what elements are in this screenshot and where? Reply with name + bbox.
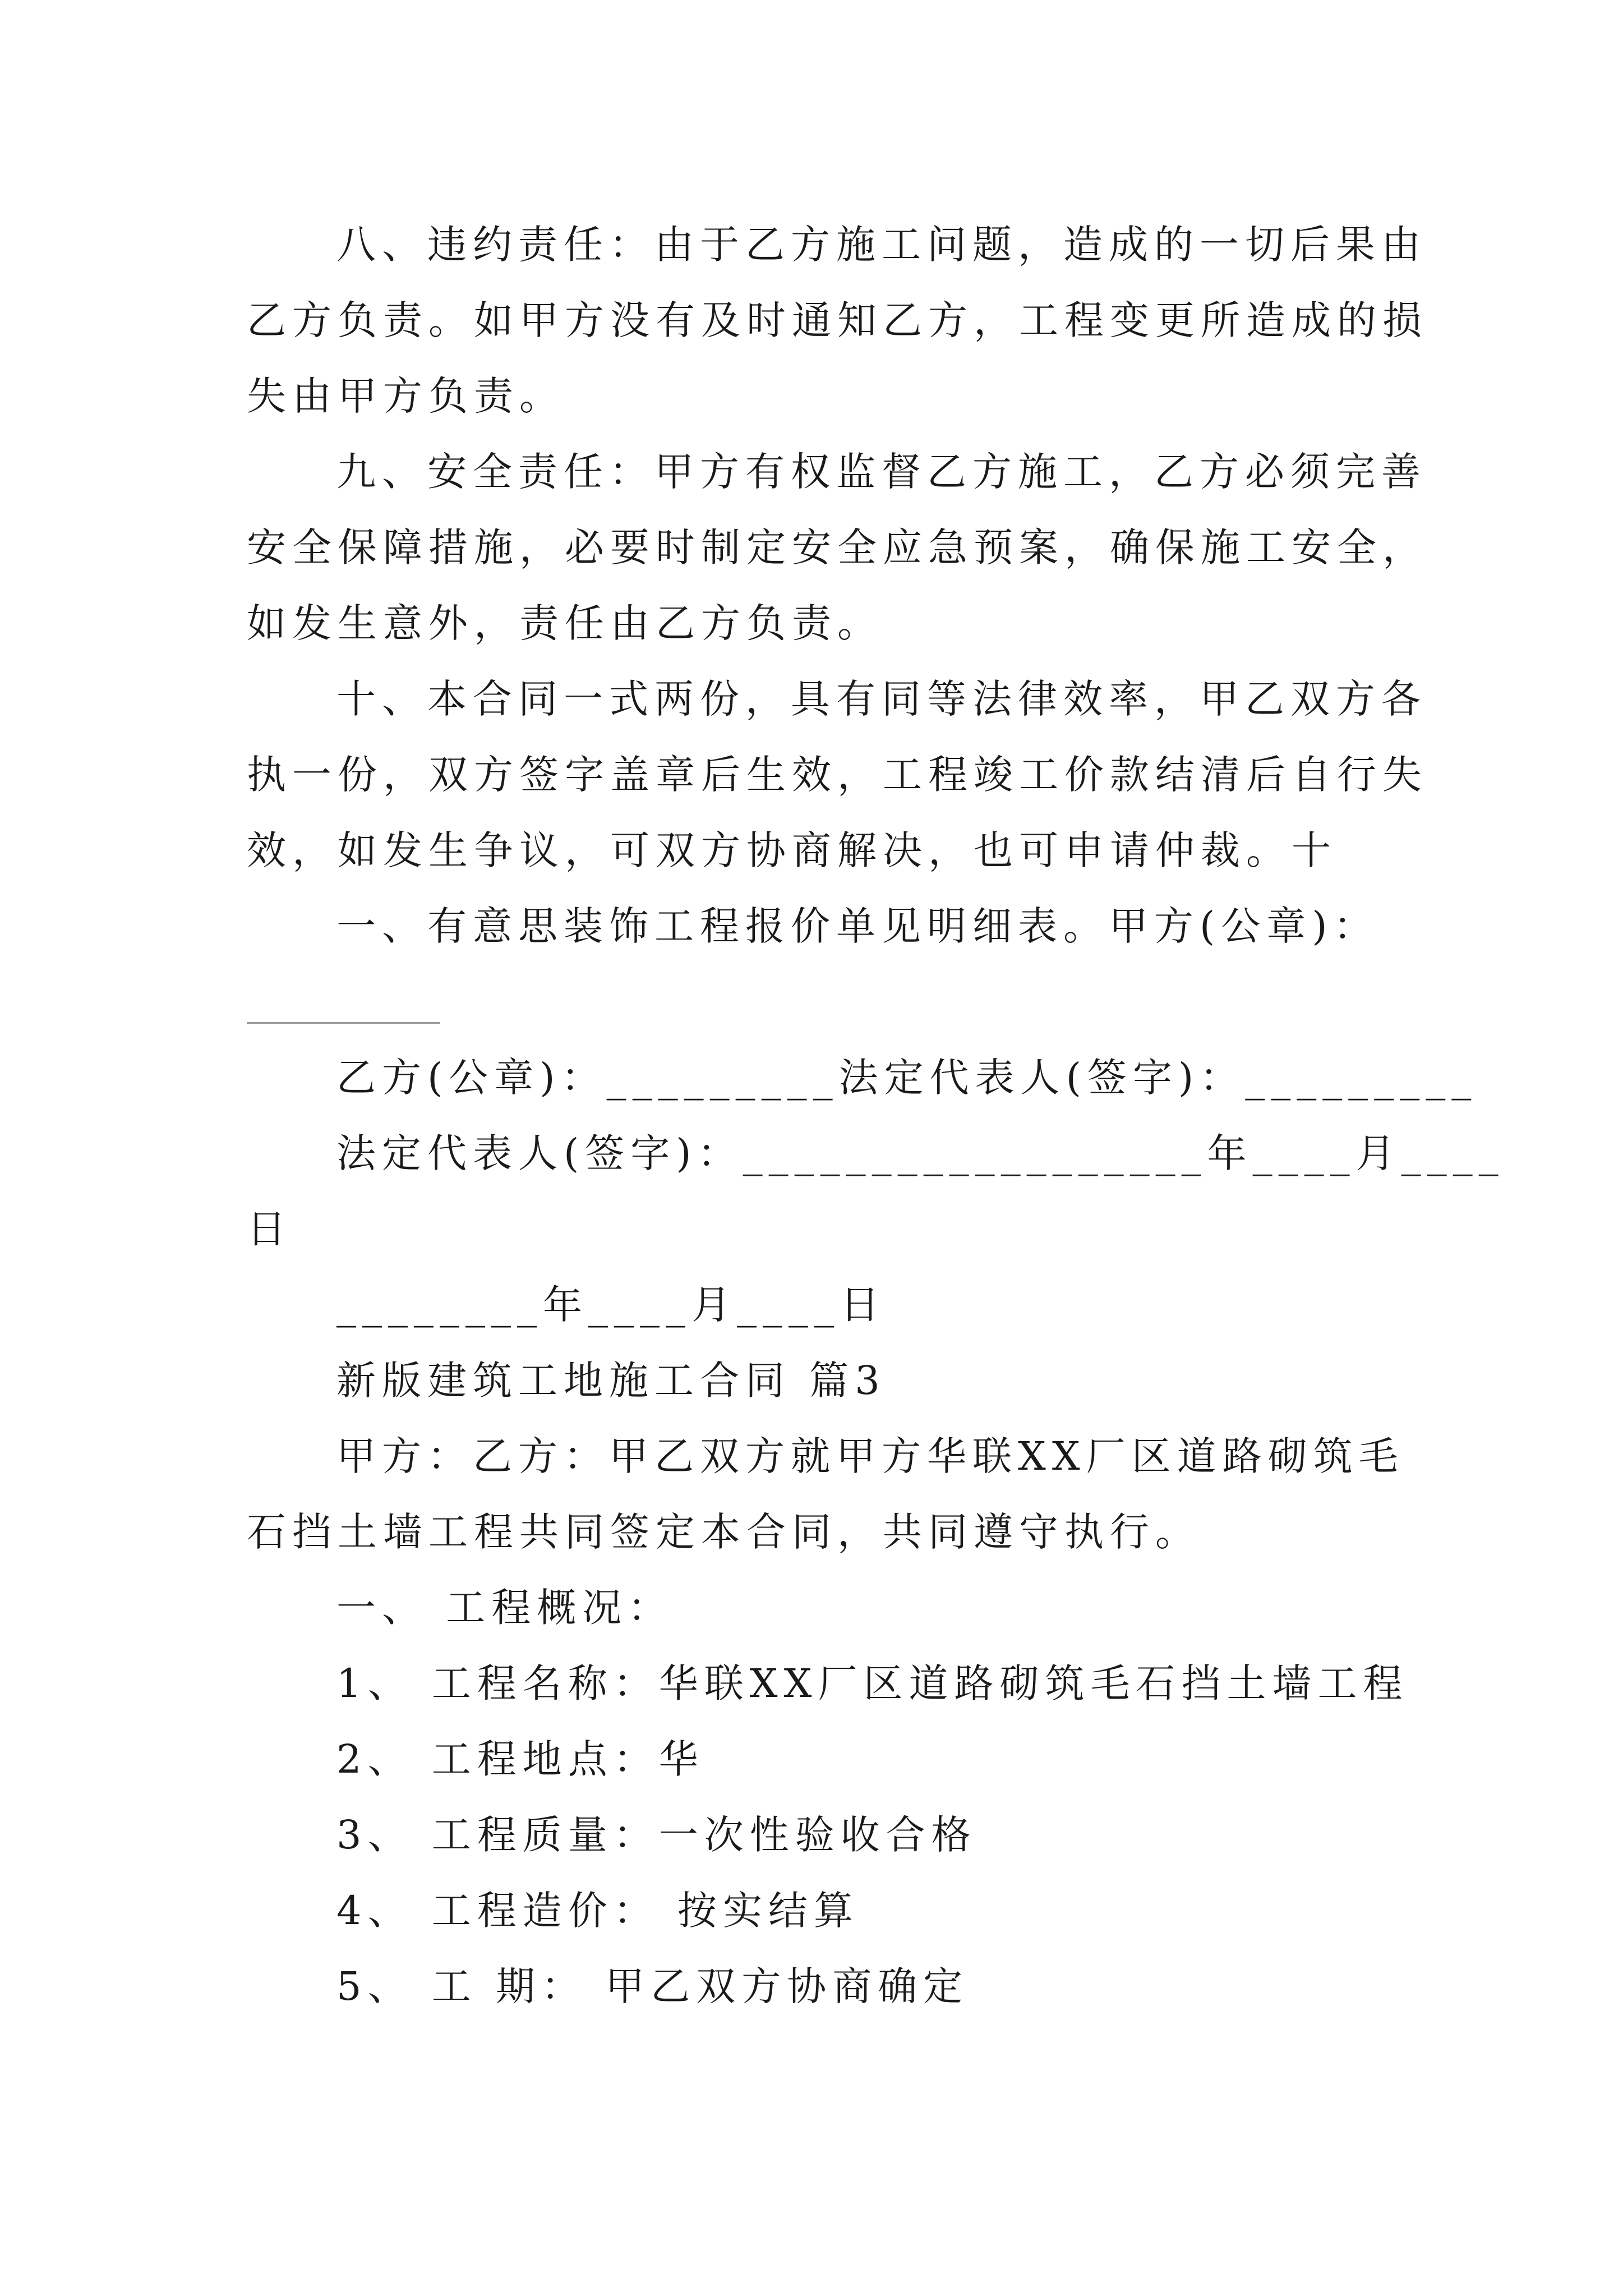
list-item: 1、 工程名称：华联XX厂区道路砌筑毛石挡土墙工程 [336,1660,1409,1706]
text-line: 失由甲方负责。 [247,373,565,419]
text-line: 如发生意外，责任由乙方负责。 [247,600,883,646]
section-heading: 新版建筑工地施工合同 篇3 [336,1358,886,1404]
text-line: ________年____月____日 [336,1282,886,1328]
list-item: 5、 工 期： 甲乙双方协商确定 [336,1963,969,2009]
text-line: 一、有意思装饰工程报价单见明细表。甲方(公章)： [336,903,1379,949]
text-line: 乙方负责。如甲方没有及时通知乙方，工程变更所造成的损 [247,297,1428,343]
text-line: 安全保障措施，必要时制定安全应急预案，确保施工安全， [247,524,1428,570]
text-line: 一、 工程概况： [336,1585,674,1631]
text-line: 乙方(公章)：_________法定代表人(签字)：_________ [336,1055,1478,1101]
text-line: 法定代表人(签字)：__________________年____月____ [336,1130,1505,1176]
text-line: 甲方：乙方：甲乙双方就甲方华联XX厂区道路砌筑毛 [336,1433,1404,1479]
text-line: 九、安全责任：甲方有权监督乙方施工，乙方必须完善 [336,449,1427,495]
text-line: 石挡土墙工程共同签定本合同，共同遵守执行。 [247,1509,1201,1555]
text-line: 日 [247,1206,292,1252]
text-line: 效，如发生争议，可双方协商解决，也可申请仲裁。十 [247,827,1337,873]
signature-blank-line [247,1022,440,1024]
text-line: 八、违约责任：由于乙方施工问题，造成的一切后果由 [336,222,1427,268]
list-item: 2、 工程地点：华 [336,1736,704,1782]
text-line: 十、本合同一式两份，具有同等法律效率，甲乙双方各 [336,676,1427,722]
list-item: 3、 工程质量：一次性验收合格 [336,1812,977,1858]
list-item: 4、 工程造价： 按实结算 [336,1888,860,1934]
text-line: 执一份，双方签字盖章后生效，工程竣工价款结清后自行失 [247,752,1428,798]
